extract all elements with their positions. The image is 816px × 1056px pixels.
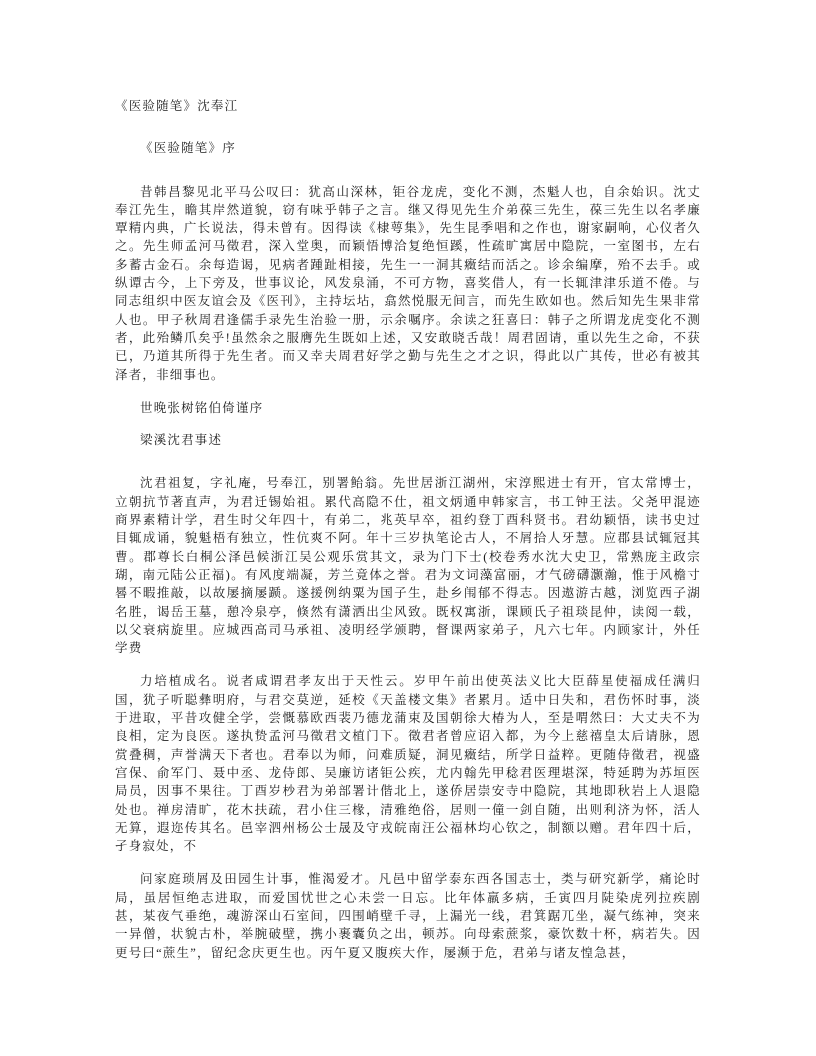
biography-heading: 梁溪沈君事述 [140, 433, 223, 448]
biography-paragraph-3: 问家庭琐屑及田园生计事，惟渴爱才。凡邑中留学泰东西各国志士，类与研究新学，痛论时局，虽居恒绝志进取，而爱国忧世之心未尝一日忘。比年体羸多病，壬寅四月陡染虎列拉疾剧甚，某夜气垂绝，魂游深山石室间，四围峭壁千寻，上漏光一线，君箕踞兀坐，凝气练神，突来一异僧，状貌古朴，举腕破壁，携小裹囊负之出，顿苏。向母索蔗浆，豪饮数十杯，病若失。因更号曰“蔗生”，留纪念庆更生也。丙午夏又腹疾大作，屡濒于危，君弟与诸友惶急甚， [115, 872, 701, 960]
document-title: 《医验随笔》沈奉江 [115, 99, 239, 113]
document-body [115, 139, 701, 962]
preface-paragraph: 昔韩昌黎见北平马公叹曰：犹高山深林，钜谷龙虎，变化不测，杰魁人也，自余始识。沈丈奉江先生，瞻其岸然道貌，窃有味乎韩子之言。继又得见先生介弟葆三先生，葆三先生以名孝廉覃精内典，广长说法，得未曾有。因得读《棣萼集》，先生昆季唱和之作也，谢家嗣响，心仪者久之。先生师孟河马徵君，深入堂奥，而颖悟博洽复绝恒蹊，性疏旷寓居中隐院，一室图书，左右多蓄古金石。余每造谒，见病者踵趾相接，先生一一洞其癥结而活之。诊余编摩，殆不去手。或纵谭古今，上下旁及，世事议论，风发泉涌，不可方物，喜奖借人，有一长辄津津乐道不倦。与同志组织中医友谊会及《医刊》，主持坛坫，翕然悦服无间言，而先生欧如也。然后知先生果非常人也。甲子秋周君逢儒手录先生治验一册，示余嘱序。余读之狂喜曰：韩子之所谓龙虎变化不测者，此殆鳞爪矣乎!虽然余之服膺先生既如上述，又安敢晓舌哉！周君固请，重以先生之命，不获已，乃道其所得于先生者。而又幸夫周君好学之勤与先生之才之识，得此以广其传，世必有被其泽者，非细事也。 [115, 184, 701, 382]
preface-signoff: 世晚张树铭伯倚谨序 [140, 400, 264, 415]
biography-paragraph-1: 沈君祖复，字礼庵，号奉江，别署鲐翁。先世居浙江湖州，宋淳熙进士有开，官太常博士，立朝抗节著直声，为君迁锡始祖。累代高隐不仕，祖文炳通申韩家言，书工钟王法。父尧甲混迹商界素精计学，君生时父年四十，有弟二，兆英早卒，祖约登丁酉科贤书。君幼颖悟，读书史过目辄成诵，貌魁梧有独立，性伉爽不阿。年十三岁执笔论古人，不屑拾人牙慧。应郡县试辄冠其曹。郡尊长白桐公泽邑候浙江吴公观乐赏其文，录为门下士(校卷秀水沈大史卫，常熟庞主政宗瑚，南元陆公正福)。有风度端凝，芳兰竟体之誉。君为文词藻富丽，才气磅礴灏瀚，惟于风檐寸晷不暇推敲，以故屡摘屡踬。遂援例纳粟为国子生，赴乡闱郁不得志。因遨游古越，浏览西子湖名胜，谒岳王墓，憩冷泉亭，倏然有潇洒出尘风致。既权寓浙，课顾氏子祖琰昆仲，读阅一载，以父衰病旋里。应城西高司马承祖、凌明经学颁聘，督课两家弟子，凡六七年。内顾家计，外任学费 [115, 476, 701, 656]
preface-heading: 《医验随笔》序 [140, 141, 236, 156]
biography-paragraph-2: 力培植成名。说者咸谓君孝友出于天性云。岁甲午前出使英法义比大臣薛星使福成任满归国，犹子听聪彝明府，与君交莫逆，延校《天盖楼文集》者累月。适中日失和，君伤怀时事，淡于进取，平昔攻健全学，尝慨慕欧西裴乃德龙蒲束及国朝徐大椿为人，至是喟然曰：大丈夫不为良相，定为良医。遂执贽孟河马徵君文植门下。徵君者曾应诏入都，为今上慈禧皇太后请脉，恩赏叠稠，声誉满天下者也。君奉以为师，问难质疑，洞见癥结，所学日益粹。更随侍徵君，视盛宫保、俞军门、聂中丞、龙侍郎、吴廉访诸钜公疾，尤内翰先甲稔君医理堪深，特延聘为苏垣医局员，因事不果往。丁酉岁杪君为弟部署计偕北上，遂侨居崇安寺中隐院，其地即秋岩上人退隐处也。禅房清旷，花木扶疏，君小住三椽，清雅绝俗，居则一僮一剑自随，出则利济为怀，活人无算，遐迩传其名。邑宰泗州杨公士晟及守戎皖南汪公福林均心钦之，制额以赠。君年四十后，孑身寂处，不 [115, 674, 701, 854]
